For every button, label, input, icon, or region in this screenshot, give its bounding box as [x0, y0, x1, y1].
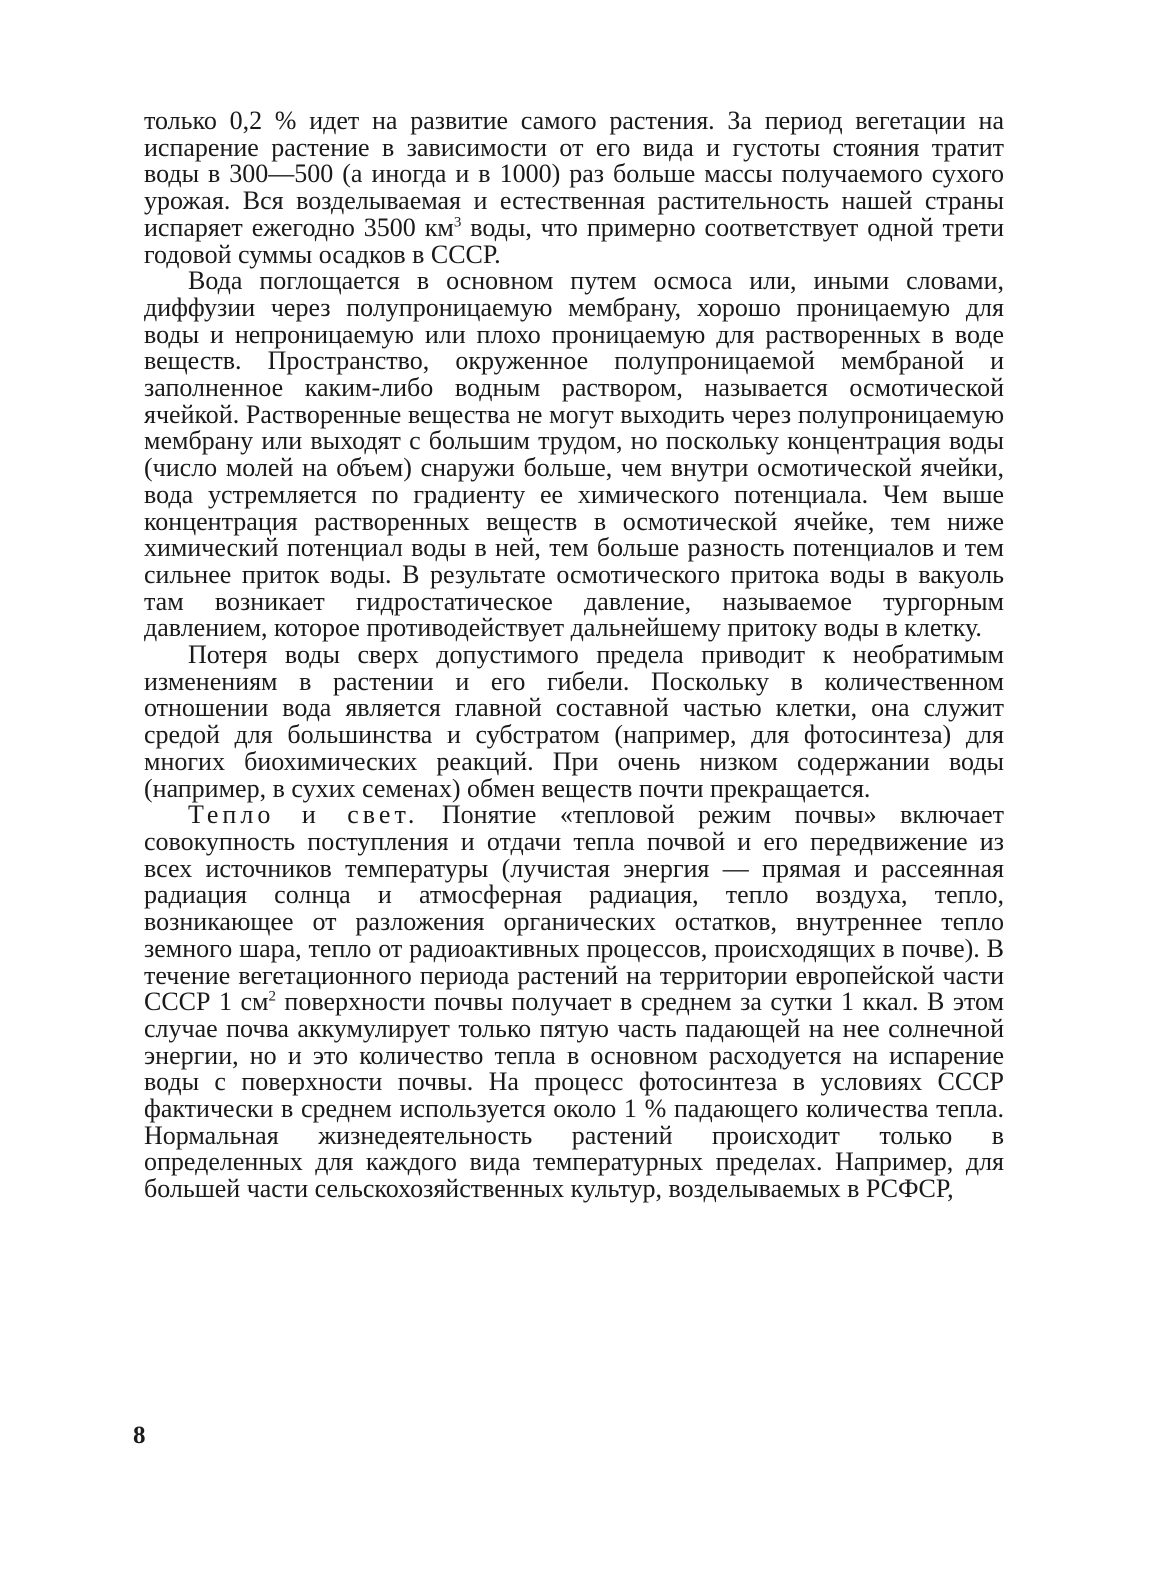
superscript-cubed: 3: [453, 214, 462, 231]
paragraph-text: Понятие «тепловой режим почвы» включает совокупность поступления и отдачи тепла почвой и его передвижение из всех источников температуры (лучистая энергия — прямая и рассеянная радиация солнца и атмосферная радиация, тепло воздуха, тепло, возникающее от разложения органических остатков, внутреннее тепло земного шара, тепло от радиоактивных процессов, происходящих в почве). В течение вегетационного периода растений на территории европейской части СССР 1 см: [144, 800, 1004, 1017]
page-number: 8: [133, 1422, 146, 1449]
body-text: [144, 108, 1004, 1203]
paragraph-heat-light: [144, 802, 1004, 1203]
paragraph-text: поверхности почвы получает в среднем за сутки 1 ккал. В этом случае почва аккумулирует только пятую часть падающей на нее солнечной энергии, но и это количество тепла в основном расходуется на испарение воды с поверхности почвы. На процесс фотосинтеза в условиях СССР фактически в среднем используется около 1 % падающего количества тепла. Нормальная жизнедеятельность растений происходит только в определенных для каждого вида температурных пределах. Например, для большей части сельскохозяйственных культур, возделываемых в РСФСР,: [144, 987, 1004, 1204]
paragraph-water-loss: Потеря воды сверх допустимого предела приводит к необратимым изменениям в растении и его гибели. Поскольку в количественном отношении вода является главной составной частью клетки, она служит средой для большинства и субстратом (например, для фотосинтеза) для многих биохимических реакций. При очень низком содержании воды (например, в сухих семенах) обмен веществ почти прекращается.: [144, 640, 1004, 803]
section-heading: Тепло и свет.: [188, 800, 419, 830]
paragraph-transpiration: [144, 108, 1004, 268]
paragraph-text: воды, что примерно соответствует одной трети годовой суммы осадков в СССР.: [144, 212, 1005, 269]
paragraph-text: только 0,2 % идет на развитие самого растения. За период вегетации на испарение растение в зависимости от его вида и густоты стояния тратит воды в 300—500 (а иногда и в 1000) раз больше массы получаемого сухого урожая. Вся возделываемая и естественная растительность нашей страны испаряет ежегодно 3500 км: [144, 106, 1004, 242]
paragraph-osmosis: Вода поглощается в основном путем осмоса или, иными словами, диффузии через полупроницаемую мембрану, хорошо проницаемую для воды и непроницаемую или плохо проницаемую для растворенных в воде веществ. Пространство, окруженное полупроницаемой мембраной и заполненное каким-либо водным раствором, называется осмотической ячейкой. Растворенные вещества не могут выходить через полупроницаемую мембрану или выходят с большим трудом, но поскольку концентрация воды (число молей на объем) снаружи больше, чем внутри осмотической ячейки, вода устремляется по градиенту ее химического потенциала. Чем выше концентрация растворенных веществ в осмотической ячейке, тем ниже химический потенциал воды в ней, тем больше разность потенциалов и тем сильнее приток воды. В результате осмотического притока воды в вакуоль там возникает гидростатическое давление, называемое тургорным давлением, которое противодействует дальнейшему притоку воды в клетку.: [144, 266, 1004, 643]
superscript-squared: 2: [268, 988, 276, 1005]
